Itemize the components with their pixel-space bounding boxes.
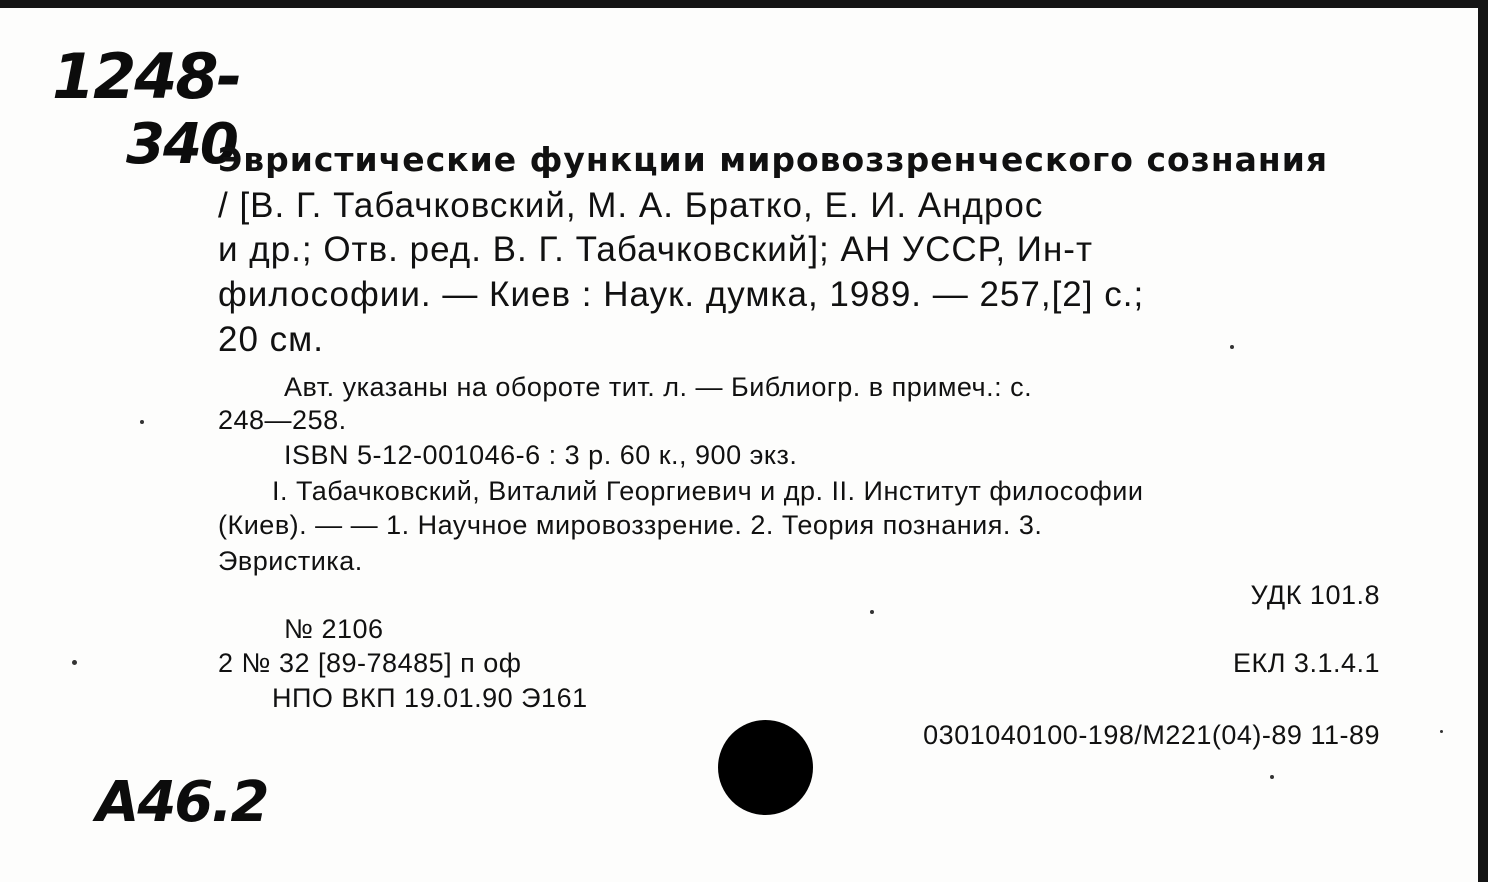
card-number: № 2106 [284, 614, 384, 644]
title-line-3: и др.; Отв. ред. В. Г. Табачковский]; АН УССР, Ин-т [218, 230, 1093, 269]
udc-code: УДК 101.8 [1250, 580, 1380, 610]
card-right-edge [1478, 0, 1488, 882]
bibliography-pages: 248—258. [218, 405, 347, 435]
title-line-5: 20 см. [218, 320, 324, 359]
npo-line: НПО ВКП 19.01.90 Э161 [272, 683, 588, 713]
shelfmark-line-2: 340 [126, 112, 237, 177]
authors-note: Авт. указаны на обороте тит. л. — Библиогр. в примеч.: с. [284, 372, 1033, 402]
ekl-code: ЕКЛ 3.1.4.1 [1232, 648, 1380, 678]
scan-speck [870, 610, 874, 614]
scan-speck [72, 660, 77, 665]
tracing-line-3: Эвристика. [218, 546, 363, 576]
bottom-handwritten-mark: A46.2 [96, 770, 268, 835]
title-line-1: Эвристические функции мировоззренческого сознания [218, 140, 1329, 179]
tracing-line-1: I. Табачковский, Виталий Георгиевич и др. II. Институт философии [272, 476, 1144, 506]
card-top-edge [0, 0, 1488, 8]
scan-speck [1440, 730, 1443, 733]
title-line-4: философии. — Киев : Наук. думка, 1989. — 257,[2] с.; [218, 275, 1145, 314]
scan-speck [1270, 775, 1274, 779]
shelfmark-line-1: 1248- [52, 40, 241, 113]
scan-speck [1230, 345, 1234, 349]
scan-speck [140, 420, 144, 424]
tracing-line-2: (Киев). — — 1. Научное мировоззрение. 2. Теория познания. 3. [218, 510, 1043, 540]
title-line-2: / [В. Г. Табачковский, М. А. Братко, Е. И. Андрос [218, 186, 1044, 225]
isbn-line: ISBN 5-12-001046-6 : 3 р. 60 к., 900 экз. [284, 440, 798, 470]
catalog-code: 0301040100-198/М221(04)-89 11-89 [923, 720, 1380, 750]
order-line: 2 № 32 [89-78485] п оф [218, 648, 522, 678]
punch-hole [718, 720, 813, 815]
